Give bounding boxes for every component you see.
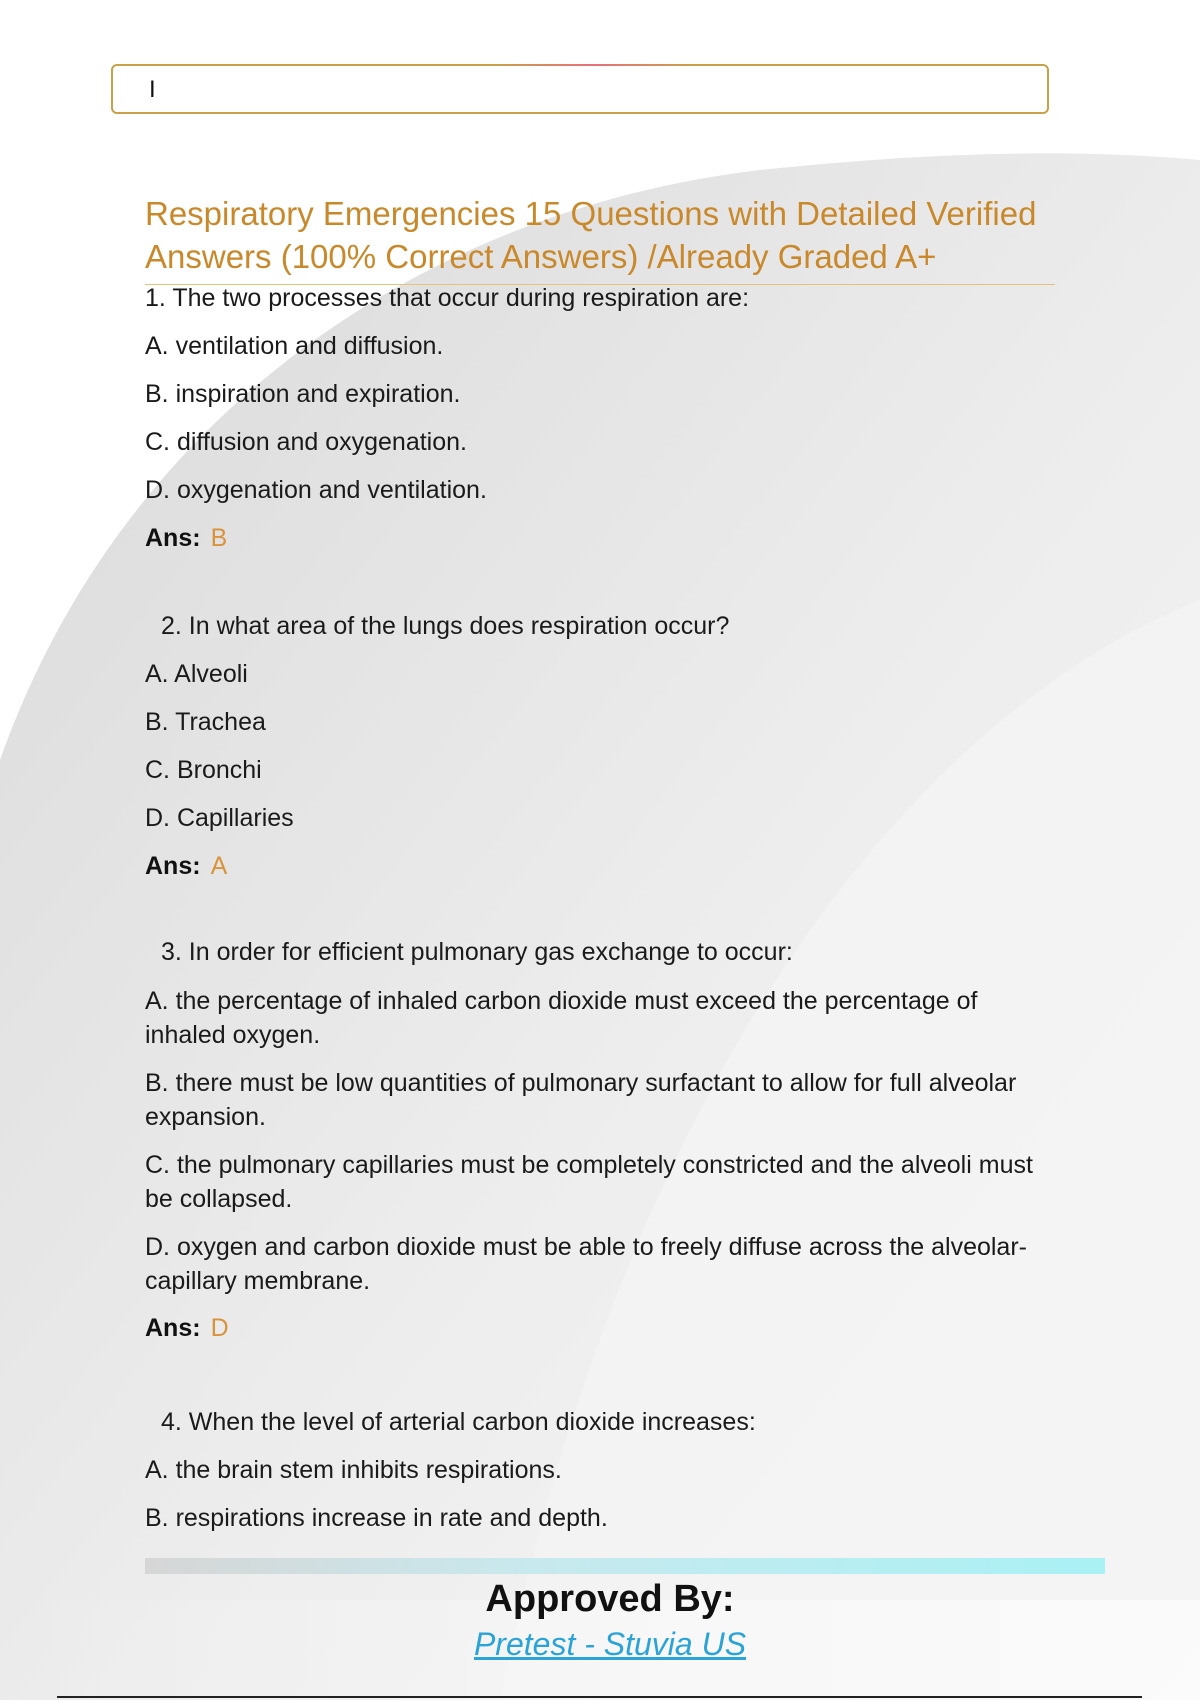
question-text: 4. When the level of arterial carbon dioxide increases: — [161, 1408, 756, 1436]
option-a: A. ventilation and diffusion. — [145, 332, 444, 360]
header-box — [111, 64, 1049, 114]
bottom-rule — [57, 1696, 1142, 1698]
header-text: I — [149, 76, 156, 103]
answer-line — [145, 522, 1045, 554]
document-title: Respiratory Emergencies 15 Questions with Detailed Verified Answers (100% Correct Answers) /Already Graded A+ — [145, 192, 1055, 285]
answer-line — [145, 850, 1045, 882]
option-d: D. oxygenation and ventilation. — [145, 476, 487, 504]
option-c: C. Bronchi — [145, 756, 262, 784]
answer-value: D — [210, 1314, 229, 1342]
answer-value: B — [210, 524, 228, 552]
question-text: 3. In order for efficient pulmonary gas exchange to occur: — [161, 938, 793, 966]
question-2 — [145, 610, 1045, 882]
question-text: 1. The two processes that occur during respiration are: — [145, 284, 750, 312]
approved-by-label: Approved By: — [485, 1578, 735, 1620]
option-d: D. oxygen and carbon dioxide must be able to freely diffuse across the alveolar-capillary membrane. — [145, 1233, 1027, 1295]
answer-value: A — [210, 852, 228, 880]
approved-by-link[interactable]: Pretest - Stuvia US — [473, 1626, 747, 1662]
option-c: C. the pulmonary capillaries must be completely constricted and the alveoli must be collapsed. — [145, 1151, 1033, 1213]
answer-label: Ans: — [145, 1314, 201, 1342]
option-a: A. Alveoli — [145, 660, 248, 688]
option-a: A. the percentage of inhaled carbon dioxide must exceed the percentage of inhaled oxygen. — [145, 987, 978, 1049]
question-1 — [145, 282, 1045, 554]
question-3 — [145, 936, 1045, 1344]
option-b: B. inspiration and expiration. — [145, 380, 461, 408]
footer-divider-bar — [145, 1558, 1105, 1574]
option-a: A. the brain stem inhibits respirations. — [145, 1456, 562, 1484]
answer-label: Ans: — [145, 524, 201, 552]
option-c: C. diffusion and oxygenation. — [145, 428, 467, 456]
question-4 — [145, 1406, 1045, 1550]
question-text: 2. In what area of the lungs does respiration occur? — [161, 612, 730, 640]
answer-label: Ans: — [145, 852, 201, 880]
option-b: B. there must be low quantities of pulmonary surfactant to allow for full alveolar expansion. — [145, 1069, 1017, 1131]
option-b: B. respirations increase in rate and depth. — [145, 1504, 608, 1532]
answer-line — [145, 1312, 1045, 1344]
option-b: B. Trachea — [145, 708, 266, 736]
option-d: D. Capillaries — [145, 804, 294, 832]
